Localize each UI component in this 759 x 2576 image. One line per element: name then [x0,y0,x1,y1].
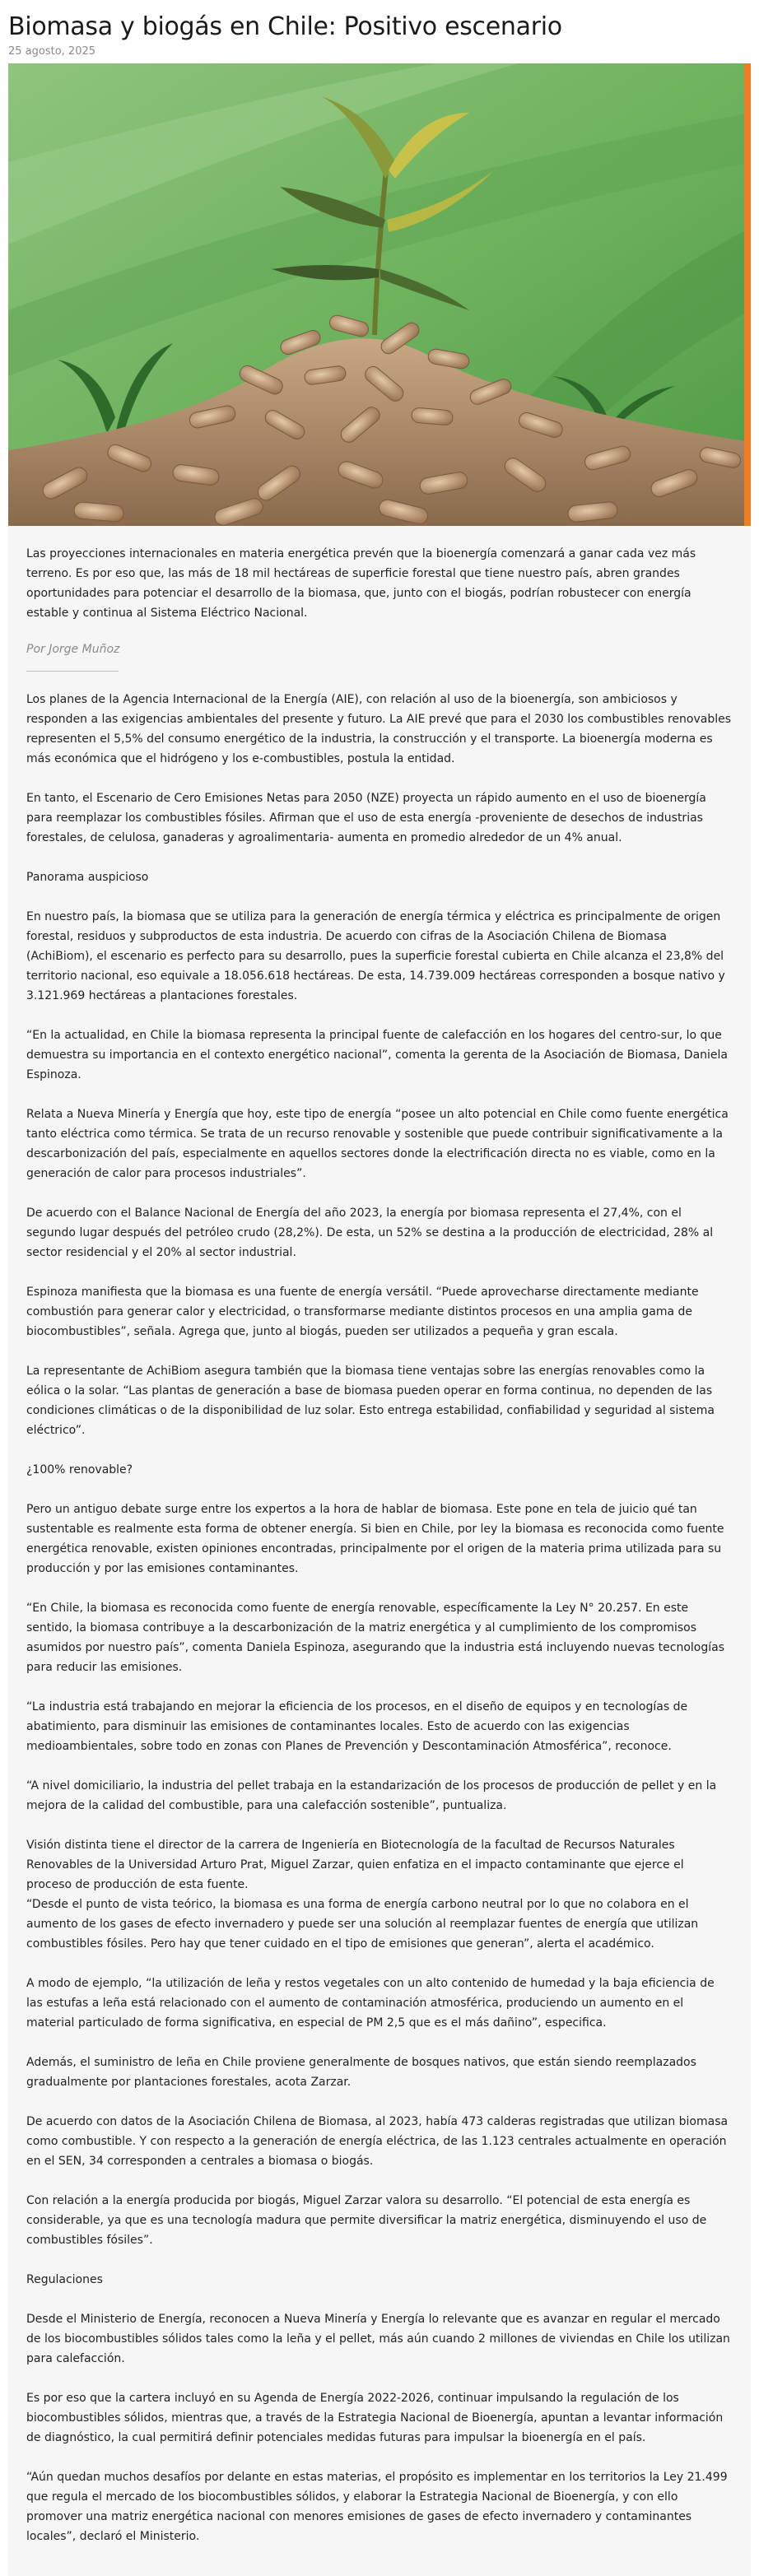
paragraph: Pero un antiguo debate surge entre los expertos a la hora de hablar de biomasa. Este pone en tela de juicio qué tan sustentable es realmente esta forma de obtener energía. Si bien en Chile, por ley la biomasa es reconocida como fuente energética renovable, existen opiniones encontradas, principalmente por el origen de la materia prima utilizada para su producción y por las emisiones contaminantes. [26,1503,724,1575]
paragraph: “Aún quedan muchos desafíos por delante en estas materias, el propósito es implementar en los territorios la Ley 21.499 que regula el mercado de los biocombustibles sólidos, y elaborar la Estrategia Nacional de Bioenergía, y con ello promover una matriz energética nacional con menores emisiones de gases de efecto invernadero y contaminantes locales”, declaró el Ministerio. [26,2471,728,2543]
paragraph: Relata a Nueva Minería y Energía que hoy, este tipo de energía “posee un alto potencial en Chile como fuente energética tanto eléctrica como térmica. Se trata de un recurso renovable y sostenible que puede contribuir significativamente a la descarbonización del país, especialmente en aquellos sectores donde la electrificación directa no es viable, como en la generación de calor para procesos industriales”. [26,1108,729,1180]
paragraph: “En la actualidad, en Chile la biomasa representa la principal fuente de calefacción en los hogares del centro-sur, lo que demuestra su importancia en el contexto energético nacional”, comenta la gerenta de la Asociación de Biomasa, Daniela Espinoza. [26,1029,729,1081]
paragraph: Con relación a la energía producida por biogás, Miguel Zarzar valora su desarrollo. “El potencial de esta energía es considerable, ya que es una tecnología madura que permite diversificar la matriz energética, disminuyendo el uso de combustibles fósiles”. [26,2194,707,2247]
paragraph: “Desde el punto de vista teórico, la biomasa es una forma de energía carbono neutral por lo que no colabora en el aumento de los gases de efecto invernadero y puede ser una solución al reemplazar fuentes de energía que utilizan combustibles fósiles. Pero hay que tener cuidado en el tipo de emisiones que generan”, alerta el académico. [26,1898,699,1951]
section-heading: Panorama auspicioso [26,871,149,884]
section-heading: ¿100% renovable? [26,1463,133,1476]
paragraph: De acuerdo con el Balance Nacional de Energía del año 2023, la energía por biomasa representa el 27,4%, con el segundo lugar después del petróleo crudo (28,2%). De esta, un 52% se destina a la producción de electricidad, 28% al sector residencial y el 20% al sector industrial. [26,1207,714,1259]
paragraph: Espinoza manifiesta que la biomasa es una fuente de energía versátil. “Puede aprovecharse directamente mediante combustión para generar calor y electricidad, o transformarse mediante distintos procesos en una amplia gama de biocombustibles”, señala. Agrega que, junto al biogás, pueden ser utilizados a pequeña y gran escala. [26,1286,699,1338]
article-lead: Las proyecciones internacionales en materia energética prevén que la bioenergía comenzará a ganar cada vez más terreno. Es por eso que, las más de 18 mil hectáreas de superficie forestal que tiene nuestro país, abren grandes oportunidades para potenciar el desarrollo de la biomasa, que, junto con el biogás, podrían robustecer con energía estable y continua al Sistema Eléctrico Nacional. [26,547,696,620]
paragraph: “A nivel domiciliario, la industria del pellet trabaja en la estandarización de los procesos de producción de pellet y en la mejora de la calidad del combustible, para una calefacción sostenible”, puntualiza. [26,1779,717,1812]
paragraph: “En Chile, la biomasa es reconocida como fuente de energía renovable, específicamente la Ley N° 20.257. En este sentido, la biomasa contribuye a la descarbonización de la matriz energética y al cumplimiento de los compromisos asumidos por nuestro país”, comenta Daniela Espinoza, asegurando que la industria está incluyendo nuevas tecnologías para reducir las emisiones. [26,1602,724,1674]
accent-bar [744,63,751,526]
paragraph: Es por eso que la cartera incluyó en su Agenda de Energía 2022-2026, continuar impulsando la regulación de los biocombustibles sólidos, mientras que, a través de la Estrategia Nacional de Bioenergía, apuntan a levantar información de diagnóstico, la cual permitirá definir potenciales medidas futuras para impulsar la bioenergía en el país. [26,2392,724,2444]
paragraph: Desde el Ministerio de Energía, reconocen a Nueva Minería y Energía lo relevante que es avanzar en regular el mercado de los biocombustibles sólidos tales como la leña y el pellet, más aún cuando 2 millones de viviendas en Chile los utilizan para calefacción. [26,2313,730,2365]
paragraph: En tanto, el Escenario de Cero Emisiones Netas para 2050 (NZE) proyecta un rápido aumento en el uso de bioenergía para reemplazar los combustibles fósiles. Afirman que el uso de esta energía -proveniente de desechos de industrias forestales, de celulosa, ganaderas y agroalimentaria- aumenta en promedio alrededor de un 4% anual. [26,792,706,844]
author-divider [26,671,119,672]
article-header [0,0,759,59]
paragraph: La representante de AchiBiom asegura también que la biomasa tiene ventajas sobre las energías renovables como la eólica o la solar. “Las plantas de generación a base de biomasa pueden operar en forma continua, no dependen de las condiciones climáticas o de la disponibilidad de luz solar. Esto entrega estabilidad, confiabilidad y seguridad al sistema eléctrico”. [26,1365,715,1437]
paragraph: De acuerdo con datos de la Asociación Chilena de Biomasa, al 2023, había 473 calderas registradas que utilizan biomasa como combustible. Y con respecto a la generación de energía eléctrica, de las 1.123 centrales actualmente en operación en el SEN, 34 corresponden a centrales a biomasa o biogás. [26,2115,729,2168]
hero-image [8,63,751,526]
article-title: Biomasa y biogás en Chile: Positivo escenario [8,12,562,41]
paragraph: Los planes de la Agencia Internacional de la Energía (AIE), con relación al uso de la bioenergía, son ambiciosos y responden a las exigencias ambientales del presente y futuro. La AIE prevé que para el 2030 los combustibles renovables representen el 5,5% del consumo energético de la industria, la construcción y el transporte. La bioenergía moderna es más económica que el hidrógeno y los e-combustibles, postula la entidad. [26,693,732,765]
paragraph: Además, el suministro de leña en Chile proviene generalmente de bosques nativos, que están siendo reemplazados gradualmente por plantaciones forestales, acota Zarzar. [26,2056,696,2089]
paragraph: En nuestro país, la biomasa que se utiliza para la generación de energía térmica y eléctrica es principalmente de origen forestal, residuos y subproductos de esta industria. De acuerdo con cifras de la Asociación Chilena de Biomasa (AchiBiom), el escenario es perfecto para su desarrollo, pues la superficie forestal cubierta en Chile alcanza el 23,8% del territorio nacional, eso equivale a 18.056.618 hectáreas. De esta, 14.739.009 hectáreas corresponden a bosque nativo y 3.121.969 hectáreas a plantaciones forestales. [26,910,725,1002]
paragraph: Visión distinta tiene el director de la carrera de Ingeniería en Biotecnología de la facultad de Recursos Naturales Renovables de la Universidad Arturo Prat, Miguel Zarzar, quien enfatiza en el impacto contaminante que ejerce el proceso de producción de esta fuente. [26,1839,684,1891]
paragraph: “La industria está trabajando en mejorar la eficiencia de los procesos, en el diseño de equipos y en tecnologías de abatimiento, para disminuir las emisiones de contaminantes locales. Esto de acuerdo con las exigencias medioambientales, sobre todo en zonas con Planes de Prevención y Descontaminación Atmosférica”, reconoce. [26,1700,688,1753]
publish-date: 25 agosto, 2025 [8,45,96,58]
paragraph: A modo de ejemplo, “la utilización de leña y restos vegetales con un alto contenido de humedad y la baja eficiencia de las estufas a leña está relacionado con el aumento de contaminación atmosférica, produciendo un aumento en el material particulado de forma significativa, en especial de PM 2,5 que es el más dañino”, especifica. [26,1977,715,2030]
article-author: Por Jorge Muñoz [26,643,120,656]
article-body [8,526,751,2576]
pellets-plant-image [8,63,751,526]
section-heading: Regulaciones [26,2273,103,2286]
